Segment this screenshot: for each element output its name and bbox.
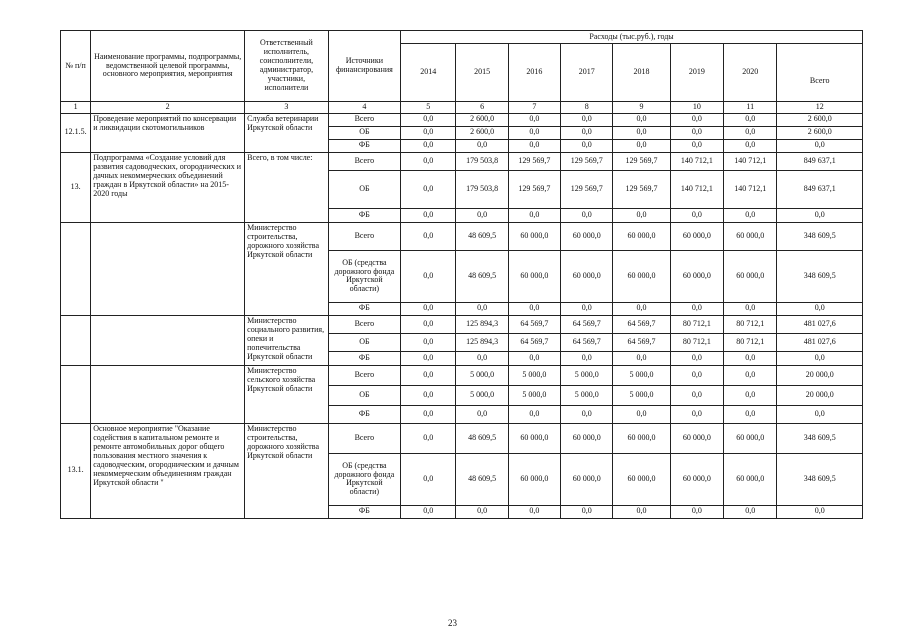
- year-value: 64 569,7: [613, 333, 670, 351]
- year-value: 60 000,0: [508, 453, 560, 505]
- year-value: 0,0: [456, 139, 508, 152]
- year-value: 5 000,0: [508, 385, 560, 405]
- total-value: 481 027,6: [777, 333, 863, 351]
- header-name: Наименование программы, подпрограммы, ведомственной целевой программы, основного мероприятия, мероприятия: [91, 31, 245, 102]
- table-row: [61, 222, 863, 250]
- year-value: 0,0: [724, 208, 777, 222]
- year-value: 5 000,0: [613, 365, 670, 385]
- item-responsible: Министерство строительства, дорожного хозяйства Иркутской области: [245, 222, 329, 315]
- year-value: 0,0: [401, 208, 456, 222]
- year-value: 60 000,0: [561, 222, 613, 250]
- year-value: 0,0: [670, 385, 723, 405]
- year-value: 60 000,0: [670, 453, 723, 505]
- year-value: 0,0: [508, 139, 560, 152]
- column-number: 5: [401, 102, 456, 114]
- header-expenses: Расходы (тыс.руб.), годы: [401, 31, 863, 44]
- year-value: 0,0: [670, 365, 723, 385]
- column-number: 3: [245, 102, 329, 114]
- total-value: 0,0: [777, 139, 863, 152]
- item-name: Подпрограмма «Создание условий для развития садоводческих, огороднических и дачных некоммерческих объединений граждан в Иркутской области» на 2015-2020 годы: [91, 152, 245, 222]
- funding-source: ФБ: [328, 351, 400, 365]
- year-value: 0,0: [561, 113, 613, 126]
- table-row: [61, 315, 863, 333]
- year-value: 60 000,0: [724, 250, 777, 302]
- header-total: Всего: [777, 44, 863, 102]
- year-value: 0,0: [670, 405, 723, 423]
- item-name: Основное мероприятие "Оказание содействия в капитальном ремонте и ремонте автомобильных дорог общего пользования местного значения к садоводческим, огородническим и дачным некоммерческим объединениям граждан Иркутской области ": [91, 423, 245, 518]
- year-value: 0,0: [613, 405, 670, 423]
- year-value: 0,0: [724, 351, 777, 365]
- year-value: 0,0: [561, 351, 613, 365]
- year-value: 0,0: [508, 302, 560, 315]
- year-value: 60 000,0: [724, 423, 777, 453]
- year-value: 64 569,7: [613, 315, 670, 333]
- year-value: 129 569,7: [508, 170, 560, 208]
- total-value: 20 000,0: [777, 365, 863, 385]
- year-value: 0,0: [401, 152, 456, 170]
- total-value: 348 609,5: [777, 250, 863, 302]
- year-value: 5 000,0: [508, 365, 560, 385]
- item-name: [91, 315, 245, 365]
- year-value: 60 000,0: [670, 250, 723, 302]
- funding-source: ФБ: [328, 208, 400, 222]
- year-value: 129 569,7: [561, 170, 613, 208]
- year-value: 0,0: [724, 405, 777, 423]
- year-value: 0,0: [561, 139, 613, 152]
- year-value: 60 000,0: [561, 453, 613, 505]
- year-value: 48 609,5: [456, 222, 508, 250]
- year-value: 64 569,7: [561, 333, 613, 351]
- year-value: 48 609,5: [456, 250, 508, 302]
- item-name: [91, 365, 245, 423]
- year-value: 0,0: [401, 423, 456, 453]
- year-value: 129 569,7: [561, 152, 613, 170]
- funding-source: ФБ: [328, 505, 400, 518]
- funding-source: Всего: [328, 315, 400, 333]
- year-value: 60 000,0: [613, 222, 670, 250]
- total-value: 348 609,5: [777, 423, 863, 453]
- column-number: 4: [328, 102, 400, 114]
- year-value: 0,0: [724, 113, 777, 126]
- year-value: 80 712,1: [670, 333, 723, 351]
- item-number: 12.1.5.: [61, 113, 91, 152]
- header-year: 2014: [401, 44, 456, 102]
- year-value: 0,0: [670, 505, 723, 518]
- item-responsible: Министерство строительства, дорожного хозяйства Иркутской области: [245, 423, 329, 518]
- header-year: 2019: [670, 44, 723, 102]
- year-value: 5 000,0: [456, 365, 508, 385]
- page-number: 23: [448, 618, 457, 628]
- total-value: 849 637,1: [777, 152, 863, 170]
- total-value: 20 000,0: [777, 385, 863, 405]
- item-number: [61, 365, 91, 423]
- year-value: 125 894,3: [456, 315, 508, 333]
- year-value: 0,0: [456, 405, 508, 423]
- year-value: 129 569,7: [613, 170, 670, 208]
- year-value: 60 000,0: [613, 250, 670, 302]
- item-responsible: Всего, в том числе:: [245, 152, 329, 222]
- year-value: 0,0: [401, 453, 456, 505]
- year-value: 0,0: [401, 139, 456, 152]
- year-value: 0,0: [724, 385, 777, 405]
- header-year: 2015: [456, 44, 508, 102]
- year-value: 0,0: [401, 333, 456, 351]
- total-value: 348 609,5: [777, 453, 863, 505]
- year-value: 0,0: [401, 351, 456, 365]
- year-value: 2 600,0: [456, 113, 508, 126]
- year-value: 179 503,8: [456, 170, 508, 208]
- year-value: 0,0: [561, 208, 613, 222]
- year-value: 0,0: [670, 113, 723, 126]
- year-value: 2 600,0: [456, 126, 508, 139]
- year-value: 0,0: [508, 208, 560, 222]
- header-year: 2017: [561, 44, 613, 102]
- year-value: 140 712,1: [670, 152, 723, 170]
- total-value: 849 637,1: [777, 170, 863, 208]
- funding-source: ОБ (средства дорожного фонда Иркутской области): [328, 250, 400, 302]
- year-value: 0,0: [401, 405, 456, 423]
- table-row: [61, 423, 863, 453]
- funding-source: ОБ: [328, 126, 400, 139]
- year-value: 0,0: [724, 126, 777, 139]
- year-value: 0,0: [401, 250, 456, 302]
- year-value: 0,0: [456, 208, 508, 222]
- year-value: 0,0: [456, 505, 508, 518]
- year-value: 0,0: [401, 365, 456, 385]
- funding-source: Всего: [328, 113, 400, 126]
- column-number: 6: [456, 102, 508, 114]
- item-number: 13.1.: [61, 423, 91, 518]
- year-value: 0,0: [561, 505, 613, 518]
- year-value: 5 000,0: [561, 385, 613, 405]
- item-number: [61, 315, 91, 365]
- funding-source: Всего: [328, 222, 400, 250]
- year-value: 5 000,0: [456, 385, 508, 405]
- year-value: 0,0: [670, 351, 723, 365]
- year-value: 0,0: [561, 405, 613, 423]
- year-value: 0,0: [613, 302, 670, 315]
- item-number: 13.: [61, 152, 91, 222]
- funding-source: ОБ: [328, 385, 400, 405]
- year-value: 0,0: [508, 351, 560, 365]
- column-number: 2: [91, 102, 245, 114]
- year-value: 0,0: [401, 222, 456, 250]
- year-value: 60 000,0: [508, 222, 560, 250]
- year-value: 0,0: [613, 126, 670, 139]
- year-value: 0,0: [670, 208, 723, 222]
- item-responsible: Министерство социального развития, опеки и попечительства Иркутской области: [245, 315, 329, 365]
- year-value: 80 712,1: [724, 315, 777, 333]
- year-value: 0,0: [670, 126, 723, 139]
- column-number: 9: [613, 102, 670, 114]
- year-value: 140 712,1: [724, 152, 777, 170]
- year-value: 64 569,7: [561, 315, 613, 333]
- header-responsible: Ответственный исполнитель, соисполнители, администратор, участники, исполнители: [245, 31, 329, 102]
- year-value: 0,0: [613, 208, 670, 222]
- total-value: 0,0: [777, 405, 863, 423]
- total-value: 481 027,6: [777, 315, 863, 333]
- year-value: 0,0: [724, 302, 777, 315]
- item-name: [91, 222, 245, 315]
- year-value: 140 712,1: [724, 170, 777, 208]
- table-row: [61, 152, 863, 170]
- year-value: 0,0: [508, 113, 560, 126]
- year-value: 5 000,0: [561, 365, 613, 385]
- year-value: 64 569,7: [508, 315, 560, 333]
- year-value: 125 894,3: [456, 333, 508, 351]
- total-value: 0,0: [777, 302, 863, 315]
- year-value: 0,0: [401, 170, 456, 208]
- year-value: 129 569,7: [508, 152, 560, 170]
- column-number: 12: [777, 102, 863, 114]
- header-year: 2020: [724, 44, 777, 102]
- header-year: 2016: [508, 44, 560, 102]
- year-value: 0,0: [401, 113, 456, 126]
- column-number: 8: [561, 102, 613, 114]
- column-number-row: [61, 102, 863, 114]
- year-value: 0,0: [670, 139, 723, 152]
- year-value: 0,0: [456, 302, 508, 315]
- year-value: 0,0: [613, 113, 670, 126]
- header-sources: Источники финансирования: [328, 31, 400, 102]
- total-value: 0,0: [777, 208, 863, 222]
- item-responsible: Министерство сельского хозяйства Иркутской области: [245, 365, 329, 423]
- funding-source: ОБ (средства дорожного фонда Иркутской области): [328, 453, 400, 505]
- column-number: 11: [724, 102, 777, 114]
- header-year: 2018: [613, 44, 670, 102]
- year-value: 0,0: [724, 139, 777, 152]
- year-value: 0,0: [401, 302, 456, 315]
- year-value: 0,0: [401, 315, 456, 333]
- year-value: 0,0: [508, 126, 560, 139]
- funding-source: ОБ: [328, 333, 400, 351]
- year-value: 80 712,1: [670, 315, 723, 333]
- funding-source: Всего: [328, 423, 400, 453]
- total-value: 0,0: [777, 351, 863, 365]
- year-value: 64 569,7: [508, 333, 560, 351]
- year-value: 80 712,1: [724, 333, 777, 351]
- item-responsible: Служба ветеринарии Иркутской области: [245, 113, 329, 152]
- year-value: 60 000,0: [508, 423, 560, 453]
- item-name: Проведение мероприятий по консервации и ликвидации скотомогильников: [91, 113, 245, 152]
- year-value: 0,0: [456, 351, 508, 365]
- year-value: 0,0: [561, 302, 613, 315]
- year-value: 0,0: [508, 505, 560, 518]
- item-number: [61, 222, 91, 315]
- funding-source: Всего: [328, 365, 400, 385]
- total-value: 2 600,0: [777, 113, 863, 126]
- total-value: 2 600,0: [777, 126, 863, 139]
- year-value: 60 000,0: [561, 250, 613, 302]
- year-value: 60 000,0: [561, 423, 613, 453]
- year-value: 140 712,1: [670, 170, 723, 208]
- funding-source: ФБ: [328, 302, 400, 315]
- table-row: [61, 365, 863, 385]
- year-value: 0,0: [401, 385, 456, 405]
- header-num: № п/п: [61, 31, 91, 102]
- year-value: 5 000,0: [613, 385, 670, 405]
- year-value: 48 609,5: [456, 423, 508, 453]
- year-value: 60 000,0: [724, 453, 777, 505]
- year-value: 0,0: [724, 365, 777, 385]
- year-value: 0,0: [613, 505, 670, 518]
- year-value: 0,0: [670, 302, 723, 315]
- year-value: 60 000,0: [670, 423, 723, 453]
- total-value: 348 609,5: [777, 222, 863, 250]
- expenses-table: [60, 30, 863, 519]
- year-value: 0,0: [613, 139, 670, 152]
- year-value: 60 000,0: [613, 453, 670, 505]
- year-value: 0,0: [724, 505, 777, 518]
- table-row: [61, 113, 863, 126]
- funding-source: Всего: [328, 152, 400, 170]
- column-number: 7: [508, 102, 560, 114]
- column-number: 1: [61, 102, 91, 114]
- funding-source: ОБ: [328, 170, 400, 208]
- year-value: 0,0: [508, 405, 560, 423]
- year-value: 129 569,7: [613, 152, 670, 170]
- year-value: 179 503,8: [456, 152, 508, 170]
- year-value: 60 000,0: [613, 423, 670, 453]
- year-value: 48 609,5: [456, 453, 508, 505]
- year-value: 60 000,0: [724, 222, 777, 250]
- funding-source: ФБ: [328, 139, 400, 152]
- year-value: 0,0: [561, 126, 613, 139]
- column-number: 10: [670, 102, 723, 114]
- year-value: 0,0: [613, 351, 670, 365]
- total-value: 0,0: [777, 505, 863, 518]
- year-value: 0,0: [401, 505, 456, 518]
- year-value: 60 000,0: [670, 222, 723, 250]
- table-body: [61, 113, 863, 518]
- year-value: 0,0: [401, 126, 456, 139]
- funding-source: ФБ: [328, 405, 400, 423]
- year-value: 60 000,0: [508, 250, 560, 302]
